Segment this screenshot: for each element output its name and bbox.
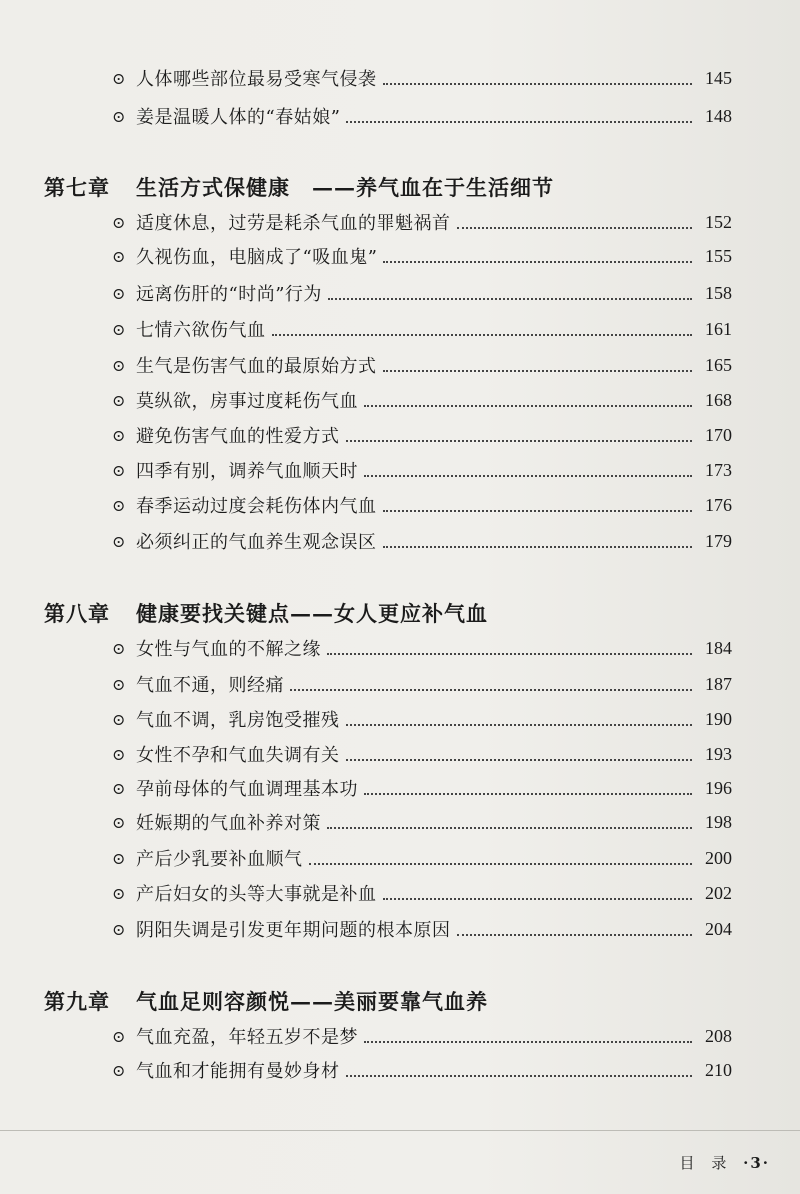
bullet-icon: ⊙ [112, 212, 126, 232]
toc-entry [112, 668, 732, 700]
leader-dots [327, 827, 692, 829]
entry-page: 196 [705, 777, 732, 798]
entry-page: 187 [705, 673, 732, 694]
entry-page: 202 [705, 882, 732, 903]
bullet-icon: ⊙ [112, 355, 126, 375]
toc-entry [112, 1020, 732, 1052]
bullet-icon: ⊙ [112, 246, 126, 266]
chapter-number: 第九章 [44, 989, 110, 1014]
toc-entry [112, 313, 732, 345]
toc-entry [112, 772, 732, 804]
leader-dots [457, 227, 693, 229]
bullet-icon: ⊙ [112, 778, 126, 798]
entry-page: 145 [705, 67, 732, 88]
leader-dots [457, 934, 693, 936]
entry-title: 人体哪些部位最易受寒气侵袭 [136, 69, 377, 90]
entry-title: 姜是温暖人体的“春姑娘” [136, 107, 341, 128]
entry-title: 四季有别，调养气血顺天时 [136, 461, 358, 482]
chapter-number: 第七章 [44, 175, 110, 200]
entry-title: 产后妇女的头等大事就是补血 [136, 884, 377, 905]
leader-dots [364, 475, 692, 477]
leader-dots [309, 863, 693, 865]
entry-page: 148 [705, 105, 732, 126]
leader-dots [383, 546, 693, 548]
entry-page: 152 [705, 211, 732, 232]
leader-dots [364, 793, 692, 795]
toc-entry [112, 632, 732, 664]
toc-entry [112, 913, 732, 945]
entry-page: 179 [705, 530, 732, 551]
entry-title: 久视伤血，电脑成了“吸血鬼” [136, 247, 378, 268]
entry-title: 气血不通，则经痛 [136, 675, 284, 696]
toc-entry [112, 842, 732, 874]
entry-title: 气血和才能拥有曼妙身材 [136, 1061, 340, 1082]
toc-entry [112, 454, 732, 486]
entry-page: 190 [705, 708, 732, 729]
toc-entry [112, 277, 732, 309]
leader-dots [328, 298, 692, 300]
entry-title: 气血充盈，年轻五岁不是梦 [136, 1027, 358, 1048]
entry-title: 女性不孕和气血失调有关 [136, 745, 340, 766]
bullet-icon: ⊙ [112, 531, 126, 551]
bullet-icon: ⊙ [112, 674, 126, 694]
entry-page: 176 [705, 494, 732, 515]
bullet-icon: ⊙ [112, 883, 126, 903]
bullet-icon: ⊙ [112, 638, 126, 658]
footer-label: 目 录 [679, 1154, 733, 1172]
toc-entry [112, 206, 732, 238]
entry-page: 161 [705, 318, 732, 339]
entry-title: 适度休息，过劳是耗杀气血的罪魁祸首 [136, 213, 451, 234]
leader-dots [383, 370, 693, 372]
toc-entry [112, 877, 732, 909]
leader-dots [346, 1075, 693, 1077]
entry-page: 168 [705, 389, 732, 410]
bullet-icon: ⊙ [112, 919, 126, 939]
page-footer [680, 1152, 770, 1173]
entry-title: 春季运动过度会耗伤体内气血 [136, 496, 377, 517]
leader-dots [327, 653, 692, 655]
leader-dots [383, 510, 693, 512]
toc-entry [112, 1054, 732, 1086]
leader-dots [346, 724, 693, 726]
entry-title: 避免伤害气血的性爱方式 [136, 426, 340, 447]
entry-title: 妊娠期的气血补养对策 [136, 813, 321, 834]
toc-entry [112, 703, 732, 735]
chapter-title: 生活方式保健康 ——养气血在于生活细节 [136, 175, 554, 200]
entry-title: 女性与气血的不解之缘 [136, 639, 321, 660]
toc-entry [112, 489, 732, 521]
leader-dots [272, 334, 693, 336]
entry-page: 204 [705, 918, 732, 939]
entry-page: 193 [705, 743, 732, 764]
entry-title: 必须纠正的气血养生观念误区 [136, 532, 377, 553]
bullet-icon: ⊙ [112, 460, 126, 480]
chapter-heading [44, 598, 488, 628]
leader-dots [364, 405, 692, 407]
leader-dots [346, 759, 693, 761]
entry-title: 气血不调，乳房饱受摧残 [136, 710, 340, 731]
leader-dots [383, 898, 693, 900]
bullet-icon: ⊙ [112, 744, 126, 764]
entry-page: 208 [705, 1025, 732, 1046]
toc-entry [112, 62, 732, 94]
entry-page: 165 [705, 354, 732, 375]
toc-entry [112, 240, 732, 272]
entry-title: 产后少乳要补血顺气 [136, 849, 303, 870]
bullet-icon: ⊙ [112, 1060, 126, 1080]
leader-dots [364, 1041, 692, 1043]
bullet-icon: ⊙ [112, 812, 126, 832]
bullet-icon: ⊙ [112, 68, 126, 88]
bullet-icon: ⊙ [112, 390, 126, 410]
toc-entry [112, 419, 732, 451]
entry-page: 155 [705, 245, 732, 266]
toc-entry [112, 525, 732, 557]
entry-page: 200 [705, 847, 732, 868]
toc-entry [112, 384, 732, 416]
bullet-icon: ⊙ [112, 319, 126, 339]
toc-entry [112, 738, 732, 770]
bullet-icon: ⊙ [112, 425, 126, 445]
entry-title: 生气是伤害气血的最原始方式 [136, 356, 377, 377]
leader-dots [383, 83, 693, 85]
entry-title: 阴阳失调是引发更年期问题的根本原因 [136, 920, 451, 941]
entry-page: 184 [705, 637, 732, 658]
bullet-icon: ⊙ [112, 283, 126, 303]
entry-page: 210 [705, 1059, 732, 1080]
bullet-icon: ⊙ [112, 106, 126, 126]
chapter-heading [44, 172, 554, 202]
entry-page: 173 [705, 459, 732, 480]
leader-dots [346, 440, 693, 442]
bullet-icon: ⊙ [112, 495, 126, 515]
bullet-icon: ⊙ [112, 1026, 126, 1046]
bullet-icon: ⊙ [112, 848, 126, 868]
entry-page: 198 [705, 811, 732, 832]
toc-entry [112, 349, 732, 381]
chapter-title: 健康要找关键点——女人更应补气血 [136, 601, 488, 626]
chapter-title: 气血足则容颜悦——美丽要靠气血养 [136, 989, 488, 1014]
entry-title: 七情六欲伤气血 [136, 320, 266, 341]
toc-entry [112, 806, 732, 838]
chapter-number: 第八章 [44, 601, 110, 626]
entry-title: 孕前母体的气血调理基本功 [136, 779, 358, 800]
leader-dots [383, 261, 692, 263]
toc-entry [112, 100, 732, 132]
leader-dots [290, 689, 692, 691]
bullet-icon: ⊙ [112, 709, 126, 729]
chapter-heading [44, 986, 488, 1016]
footer-page-number: ·3· [743, 1154, 770, 1172]
footer-rule [0, 1130, 800, 1131]
entry-page: 170 [705, 424, 732, 445]
leader-dots [346, 121, 692, 123]
entry-title: 莫纵欲，房事过度耗伤气血 [136, 391, 358, 412]
entry-page: 158 [705, 282, 732, 303]
entry-title: 远离伤肝的“时尚”行为 [136, 284, 322, 305]
